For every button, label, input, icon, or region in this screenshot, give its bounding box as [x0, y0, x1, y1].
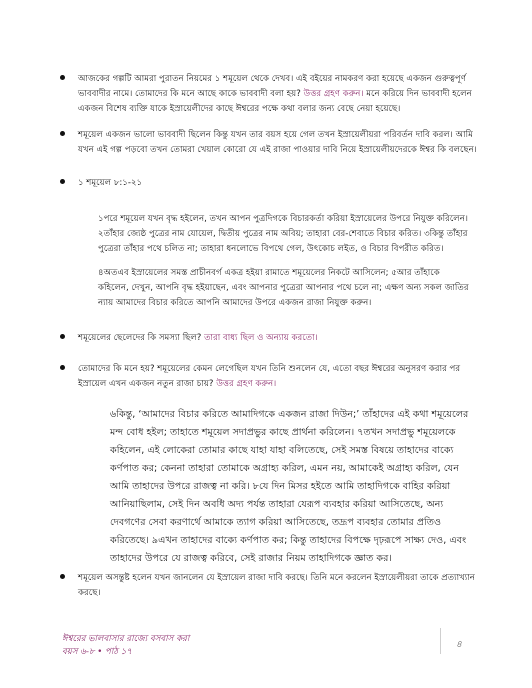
question-text: আজকের গল্পটি আমরা পুরাতন নিয়মের ১ শমূয়েল থেকে দেখব। এই বইয়ের নামকরণ করা হয়েছে একজন গুরুত্বপূর্ণ ভাববাদীর নামে। তোমাদের কি মনে আছে কাকে ভাববাদী বলা হয়?	[78, 74, 466, 99]
list-item	[60, 331, 480, 346]
scripture-passage	[98, 266, 470, 311]
answer-prompt: উত্তর গ্রহণ করুন।	[303, 89, 364, 99]
paragraph: শমূয়েল একজন ভালো ভাববাদী ছিলেন কিন্তু যখন তার বয়স হয়ে গেল তখন ইস্রায়েলীয়রা পরিবর্তন দাবি করল। আমি যখন এই গল্প পড়বো তখন তোমরা খেয়াল কোরো যে এই রাজা পাওয়ার দাবি নিয়ে ইস্রায়েলীয়দেরকে ঈশ্বর কি বলছেন।	[78, 130, 477, 155]
footer-divider	[440, 628, 441, 654]
list-item	[60, 72, 480, 117]
scripture-paragraph: ১পরে শমূয়েল যখন বৃদ্ধ হইলেন, তখন আপন পুত্রদিগকে বিচারকর্তা করিয়া ইস্রায়েলের উপরে নিযুক্ত করিলেন। ২তাঁহার জ্যেষ্ঠ পুত্রের নাম যোয়েল, দ্বিতীয় পুত্রের নাম অবিয়; তাহারা বের-শেবাতে বিচার করিত। ৩কিন্তু তাঁহার পুত্রেরা তাঁহার পথে চলিত না; তাহারা ধনলোভে বিপথে গেল, উৎকোচ লইত, ও বিচার বিপরীত করিত।	[98, 214, 468, 254]
list-item	[60, 128, 480, 158]
list-item	[60, 176, 480, 191]
bullet-dot	[60, 179, 65, 184]
answer-prompt: উত্তর গ্রহণ করুন।	[216, 379, 277, 389]
paragraph: শমূয়েল অসন্তুষ্ট হলেন যখন জানলেন যে ইস্রায়েল রাজা দাবি করছে। তিনি মনে করলেন ইস্রায়েলীয়রা তাকে প্রত্যাখ্যান করছে।	[78, 573, 475, 598]
question-text: তোমাদের কি মনে হয়? শমূয়েলের কেমন লেগেছিল যখন তিনি শুনলেন যে, এতো বছর ঈশ্বরের অনুসরণ করার পর ইস্রায়েল এখন একজন নতুন রাজা চায়?	[78, 364, 461, 389]
reminder-text: মনে করিয়ে দিন ভাববাদী হলেন একজন বিশেষ ব্যক্তি যাকে ইস্রায়েলীদের কাছে ঈশ্বরের পক্ষে কথা বলার জন্য বেছে নেয়া হয়েছে।	[78, 89, 472, 114]
bullet-dot	[60, 75, 65, 80]
scripture-quote: ৬কিন্তু, ‘আমাদের বিচার করিতে আমাদিগকে একজন রাজা দিউন;’ তাঁহাদের এই কথা শমূয়েলের মন্দ বোধ হইল; তাহাতে শমূয়েল সদাপ্রভুর কাছে প্রার্থনা করিলেন। ৭তখন সদাপ্রভু শমূয়েলকে কহিলেন, এই লোকেরা তোমার কাছে যাহা যাহা বলিতেছে, সেই সমস্ত বিষয়ে তাহাদের বাক্যে কর্ণপাত কর; কেননা তাহারা তোমাকে অগ্রাহ্য করিল, এমন নয়, আমাকেই অগ্রাহ্য করিল, যেন আমি তাহাদের উপরে রাজত্ব না করি। ৮যে দিন মিসর হইতে আমি তাহাদিগকে বাহির করিয়া আনিয়াছিলাম, সেই দিন অবধি অদ্য পর্যন্ত তাহারা যেরূপ ব্যবহার করিয়া আসিতেছে, অন্য দেবগণের সেবা করণার্থে আমাকে ত্যাগ করিয়া আসিতেছে, তদ্রূপ ব্যবহার তোমার প্রতিও করিতেছে। ৯এখন তাহাদের বাক্যে কর্ণপাত কর; কিন্তু তাহাদের বিপক্ষে দৃঢ়রূপে সাক্ষ্য দেও, এবং তাহাদের উপরে যে রাজত্ব করিবে, সেই রাজার নিয়ম তাহাদিগকে জ্ঞাত কর।	[110, 409, 469, 564]
list-item	[60, 571, 480, 601]
page-number: ৪	[456, 640, 462, 650]
paragraph	[78, 72, 480, 117]
scripture-reference: ১ শমূয়েল ৮:১-২১	[78, 178, 143, 188]
footer-subtitle: বয়স ৬-৮ • পাঠ ১৭	[62, 647, 132, 657]
paragraph	[78, 331, 480, 346]
bullet-dot	[60, 334, 65, 339]
question-text: শমূয়েলের ছেলেদের কি সমস্যা ছিল?	[78, 333, 202, 343]
answer-prompt: তারা বাধ্য ছিল ও অন্যায় করতো।	[204, 333, 318, 343]
scripture-paragraph: ৪অতএব ইস্রায়েলের সমস্ত প্রাচীনবর্গ একত্র হইয়া রামাতে শমূয়েলের নিকটে আসিলেন; ৫আর তাঁহাকে কহিলেন, দেখুন, আপনি বৃদ্ধ হইয়াছেন, এবং আপনার পুত্রেরা আপনার পথে চলে না; এক্ষণ অন্য সকল জাতির ন্যায় আমাদের বিচার করিতে আপনি আমাদের উপরে একজন রাজা নিযুক্ত করুন।	[98, 268, 469, 308]
bullet-dot	[60, 365, 65, 370]
bullet-dot	[60, 131, 65, 136]
footer-title: ঈশ্বরের ভালবাসার রাজ্যে বসবাস করা	[62, 634, 190, 644]
scripture-passage	[98, 212, 470, 257]
list-item	[60, 362, 480, 392]
paragraph	[78, 362, 480, 392]
footer	[62, 633, 189, 659]
bullet-dot	[60, 574, 65, 579]
